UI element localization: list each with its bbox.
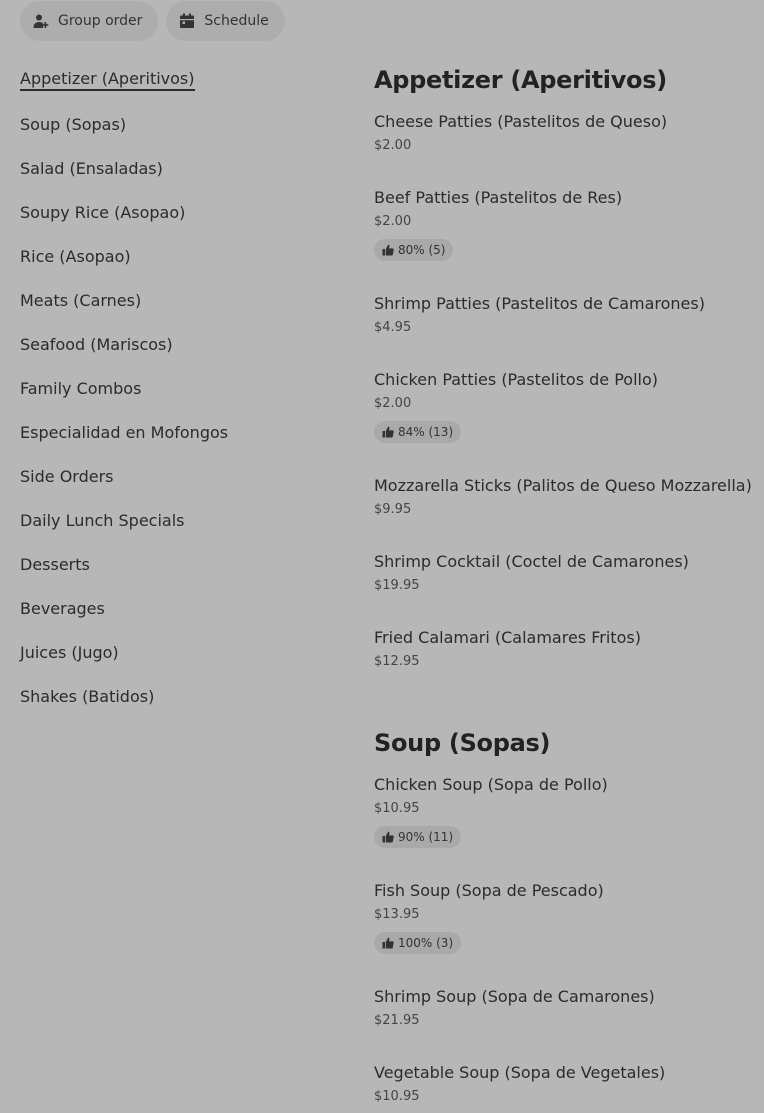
sidebar-item-label: Beverages (20, 598, 105, 618)
item-price: $13.95 (374, 907, 420, 922)
item-name: Fried Calamari (Calamares Fritos) (374, 628, 641, 647)
sidebar-item-mofongos[interactable] (20, 410, 320, 454)
sidebar-item-label: Appetizer (Aperitivos) (20, 69, 195, 91)
item-name: Chicken Patties (Pastelitos de Pollo) (374, 370, 658, 389)
item-price: $12.95 (374, 654, 420, 669)
menu-item[interactable] (374, 476, 754, 519)
group-order-label: Group order (58, 13, 143, 29)
sidebar-item-label: Rice (Asopao) (20, 246, 131, 266)
sidebar-item-label: Meats (Carnes) (20, 290, 142, 310)
category-sidebar (20, 58, 320, 718)
rating-text: 90% (11) (398, 830, 454, 844)
sidebar-item-soupy-rice[interactable] (20, 190, 320, 234)
rating-badge (374, 932, 461, 954)
schedule-button[interactable] (166, 1, 284, 41)
section-title: Soup (Sopas) (374, 729, 551, 757)
menu-item[interactable] (374, 628, 754, 671)
sidebar-item-label: Soupy Rice (Asopao) (20, 202, 186, 222)
schedule-label: Schedule (204, 13, 269, 29)
item-name: Chicken Soup (Sopa de Pollo) (374, 775, 608, 794)
menu-item[interactable] (374, 370, 754, 443)
item-price: $2.00 (374, 396, 412, 411)
menu-item[interactable] (374, 112, 754, 155)
item-name: Vegetable Soup (Sopa de Vegetales) (374, 1063, 666, 1082)
item-name: Beef Patties (Pastelitos de Res) (374, 188, 623, 207)
sidebar-item-juices[interactable] (20, 630, 320, 674)
item-name: Shrimp Patties (Pastelitos de Camarones) (374, 294, 705, 313)
menu-item[interactable] (374, 294, 754, 337)
item-price: $2.00 (374, 138, 412, 153)
item-name: Mozzarella Sticks (Palitos de Queso Mozzarella) (374, 476, 752, 495)
item-price: $19.95 (374, 578, 420, 593)
menu-item[interactable] (374, 775, 754, 848)
thumbs-up-icon (382, 244, 394, 256)
rating-badge (374, 826, 461, 848)
rating-text: 80% (5) (398, 243, 446, 257)
top-actions (20, 0, 285, 42)
sidebar-item-label: Daily Lunch Specials (20, 510, 185, 530)
item-name: Fish Soup (Sopa de Pescado) (374, 881, 604, 900)
item-price: $10.95 (374, 1089, 420, 1104)
sidebar-item-label: Shakes (Batidos) (20, 686, 155, 706)
calendar-icon (178, 12, 196, 30)
rating-text: 84% (13) (398, 425, 454, 439)
menu-content (374, 60, 754, 1106)
sidebar-item-side-orders[interactable] (20, 454, 320, 498)
sidebar-item-desserts[interactable] (20, 542, 320, 586)
menu-item[interactable] (374, 881, 754, 954)
thumbs-up-icon (382, 426, 394, 438)
item-name: Cheese Patties (Pastelitos de Queso) (374, 112, 668, 131)
item-name: Shrimp Cocktail (Coctel de Camarones) (374, 552, 689, 571)
sidebar-item-shakes[interactable] (20, 674, 320, 718)
item-price: $21.95 (374, 1013, 420, 1028)
sidebar-item-rice[interactable] (20, 234, 320, 278)
sidebar-item-salad[interactable] (20, 146, 320, 190)
menu-item[interactable] (374, 987, 754, 1030)
item-name: Shrimp Soup (Sopa de Camarones) (374, 987, 655, 1006)
thumbs-up-icon (382, 831, 394, 843)
group-order-button[interactable] (20, 1, 158, 41)
sidebar-item-appetizer[interactable] (20, 58, 320, 102)
sidebar-item-label: Soup (Sopas) (20, 114, 127, 134)
sidebar-item-lunch-specials[interactable] (20, 498, 320, 542)
item-price: $9.95 (374, 502, 412, 517)
thumbs-up-icon (382, 937, 394, 949)
sidebar-item-label: Seafood (Mariscos) (20, 334, 173, 354)
sidebar-item-label: Side Orders (20, 466, 114, 486)
sidebar-item-label: Especialidad en Mofongos (20, 422, 229, 442)
menu-section-appetizer (374, 60, 754, 671)
menu-item[interactable] (374, 552, 754, 595)
sidebar-item-label: Juices (Jugo) (20, 642, 119, 662)
menu-section-soup (374, 723, 754, 1106)
sidebar-item-soup[interactable] (20, 102, 320, 146)
sidebar-item-family-combos[interactable] (20, 366, 320, 410)
item-price: $4.95 (374, 320, 412, 335)
sidebar-item-seafood[interactable] (20, 322, 320, 366)
item-price: $10.95 (374, 801, 420, 816)
add-person-icon (32, 12, 50, 30)
item-price: $2.00 (374, 214, 412, 229)
sidebar-item-beverages[interactable] (20, 586, 320, 630)
sidebar-item-label: Salad (Ensaladas) (20, 158, 163, 178)
sidebar-item-label: Desserts (20, 554, 90, 574)
menu-item[interactable] (374, 1063, 754, 1106)
rating-badge (374, 239, 453, 261)
sidebar-item-label: Family Combos (20, 378, 142, 398)
rating-badge (374, 421, 461, 443)
section-title: Appetizer (Aperitivos) (374, 66, 667, 94)
sidebar-item-meats[interactable] (20, 278, 320, 322)
menu-item[interactable] (374, 188, 754, 261)
rating-text: 100% (3) (398, 936, 454, 950)
